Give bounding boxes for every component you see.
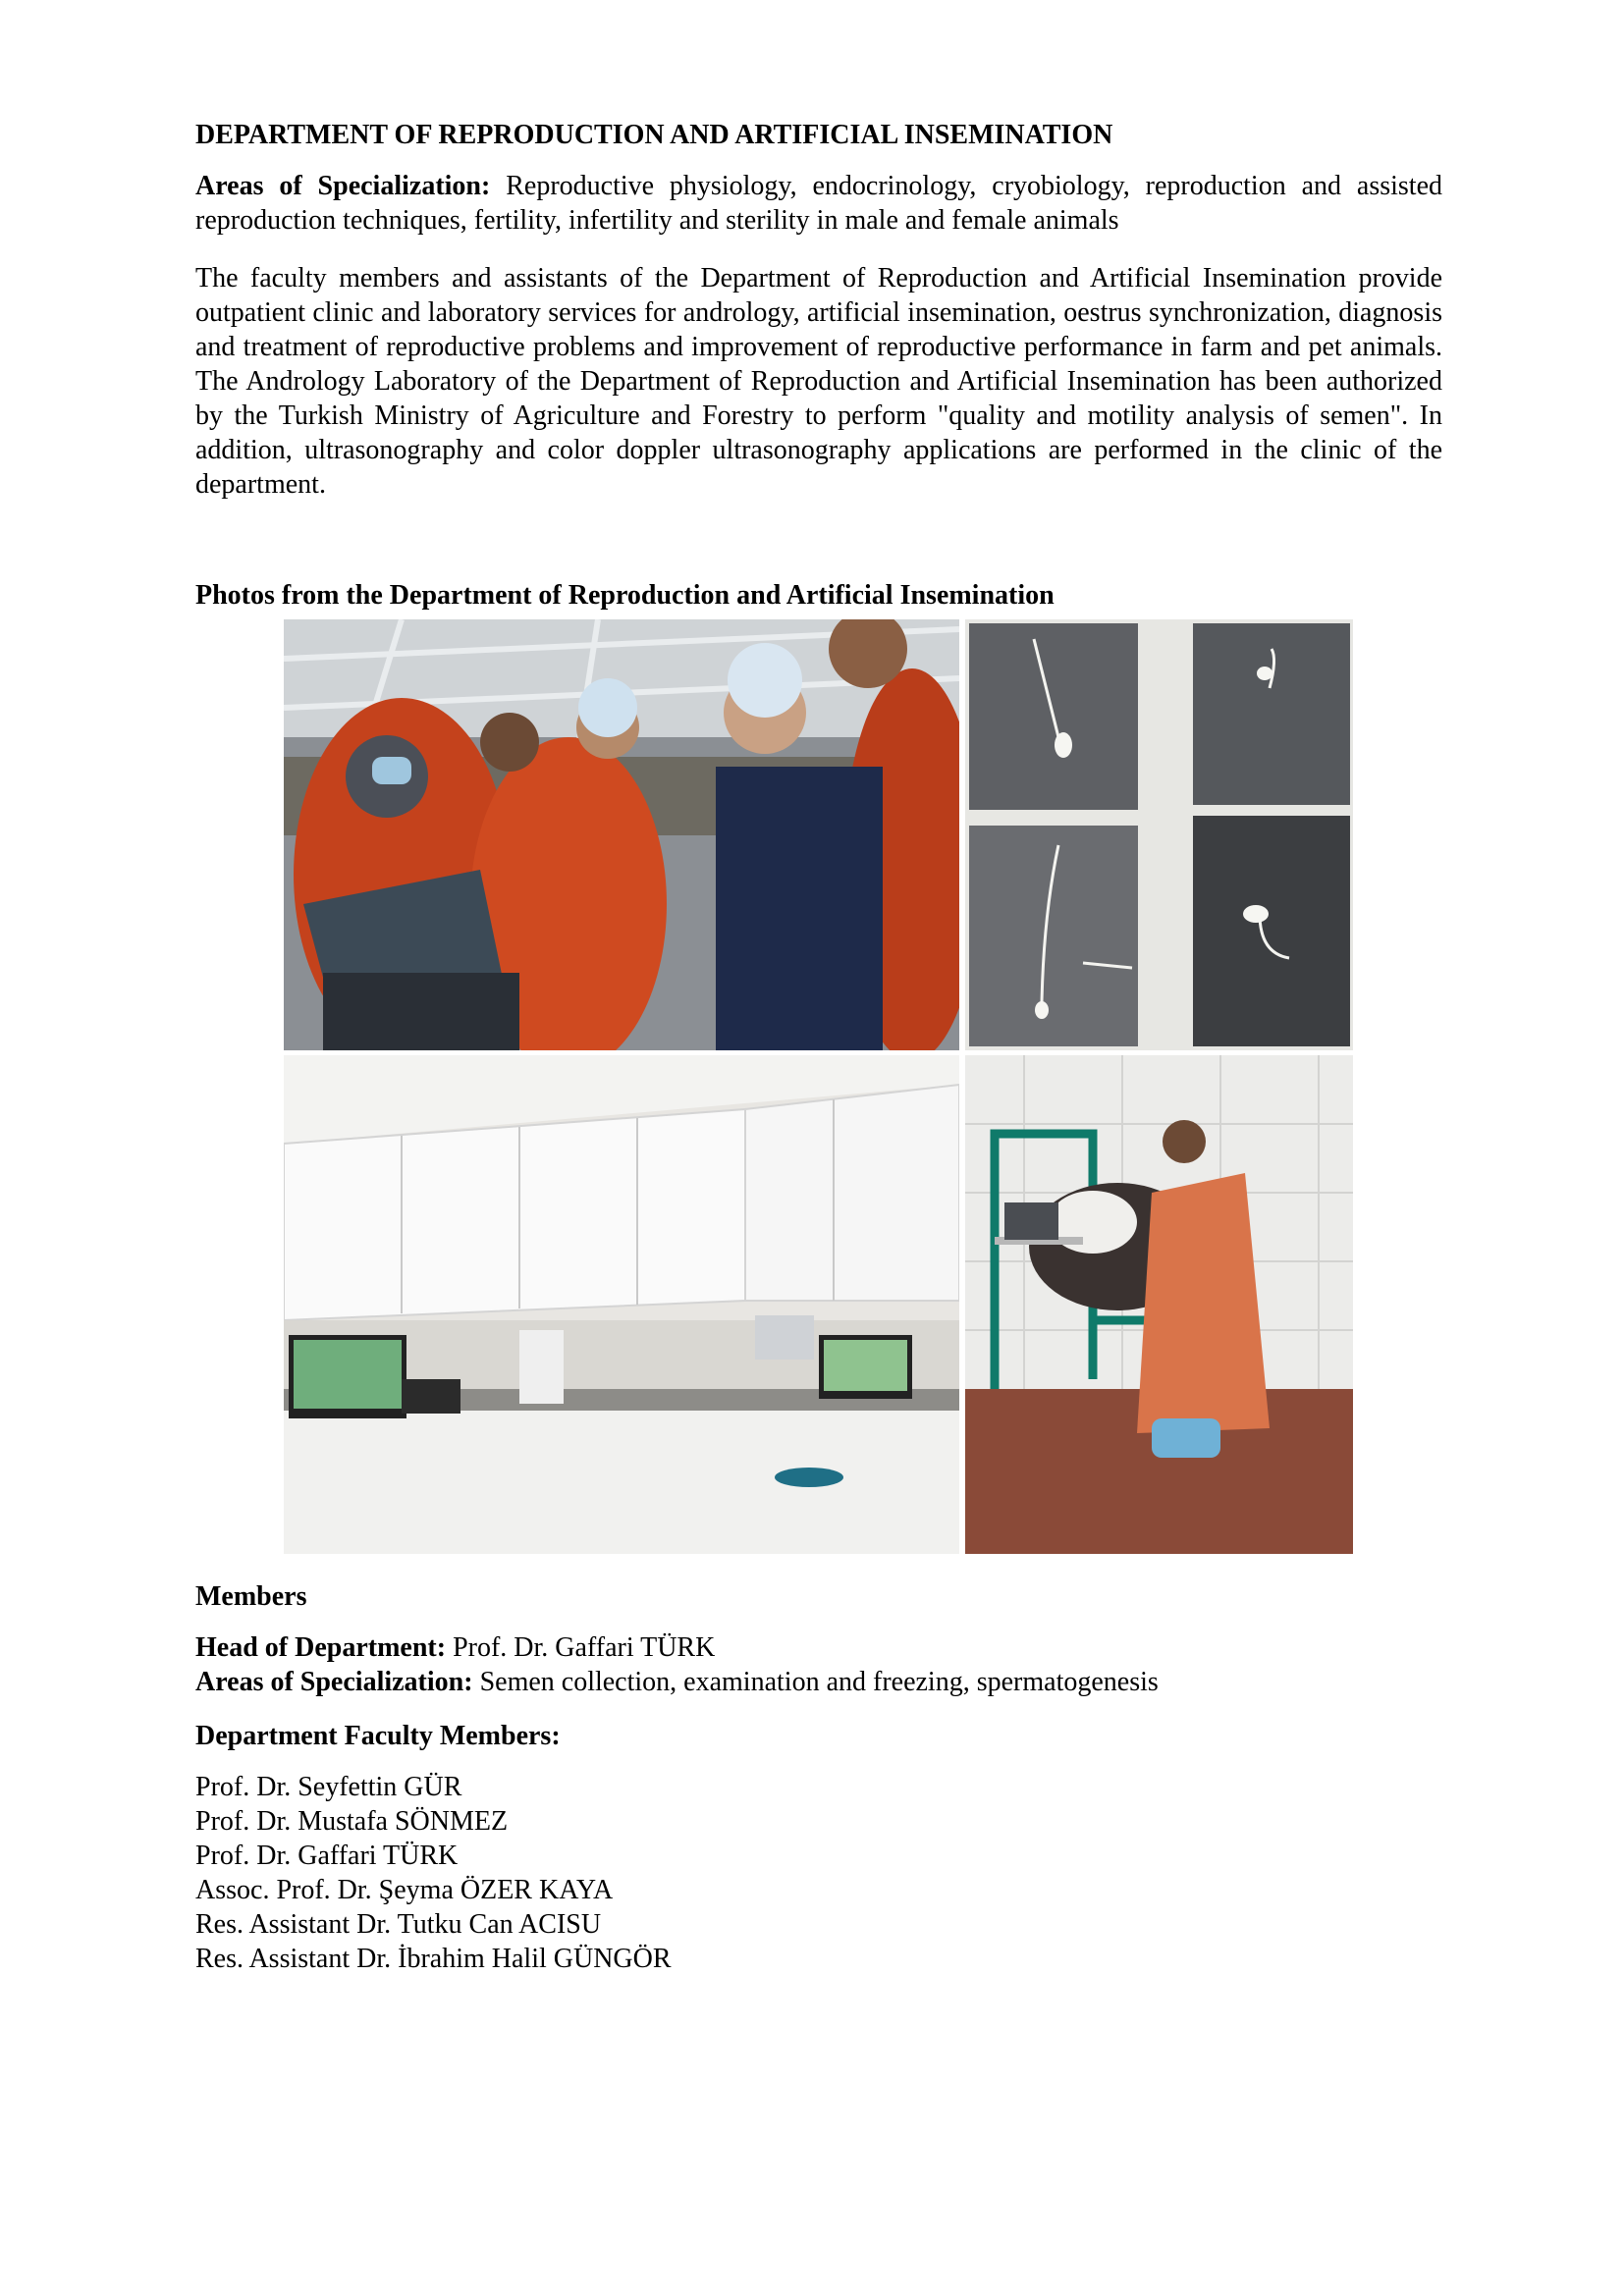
faculty-member: Prof. Dr. Seyfettin GÜR [195,1772,462,1802]
faculty-member: Res. Assistant Dr. Tutku Can ACISU [195,1909,602,1940]
head-name: Prof. Dr. Gaffari TÜRK [446,1632,716,1663]
faculty-member: Res. Assistant Dr. İbrahim Halil GÜNGÖR [195,1944,672,1974]
photo-cow-ultrasonography [965,1055,1353,1554]
department-description: The faculty members and assistants of the Department of Reproduction and Artificial Insemination provide outpatient clinic and laboratory services for andrology, artificial insemination, oestrus synchronization, diagnosis and treatment of reproductive problems and improvement of reproductive performance in farm and pet animals. The Andrology Laboratory of the Department of Reproduction and Artificial Insemination has been authorized by the Turkish Ministry of Agriculture and Forestry to perform "quality and motility analysis of semen". In addition, ultrasonography and color doppler ultrasonography applications are performed in the clinic of the department. [195,263,1442,500]
areas-text: Reproductive physiology, endocrinology, cryobiology, reproduction and assisted reproduction techniques, fertility, infertility and sterility in male and female animals [195,171,1442,236]
document-page [195,110,1442,1976]
areas-of-specialization [195,169,1442,238]
faculty-member: Prof. Dr. Gaffari TÜRK [195,1841,459,1871]
head-of-department [195,1630,1442,1665]
head-label: Head of Department: [195,1632,447,1663]
faculty-member: Prof. Dr. Mustafa SÖNMEZ [195,1806,509,1837]
photo-sperm-microscopy [965,619,1353,1050]
head-areas-label: Areas of Specialization: [195,1667,473,1697]
head-areas-text: Semen collection, examination and freezing, spermatogenesis [472,1667,1159,1697]
photo-andrology-laboratory [284,1055,959,1554]
photo-team-ultrasound [284,619,959,1050]
faculty-heading: Department Faculty Members: [195,1721,561,1751]
department-title: DEPARTMENT OF REPRODUCTION AND ARTIFICIAL INSEMINATION [195,120,1113,150]
areas-label: Areas of Specialization: [195,171,491,201]
members-heading: Members [195,1581,307,1612]
photo-grid [284,619,1353,1554]
head-areas-of-specialization [195,1665,1442,1699]
faculty-list [195,1770,1442,1976]
faculty-member: Assoc. Prof. Dr. Şeyma ÖZER KAYA [195,1875,614,1905]
photos-heading: Photos from the Department of Reproduction and Artificial Insemination [195,580,1055,611]
